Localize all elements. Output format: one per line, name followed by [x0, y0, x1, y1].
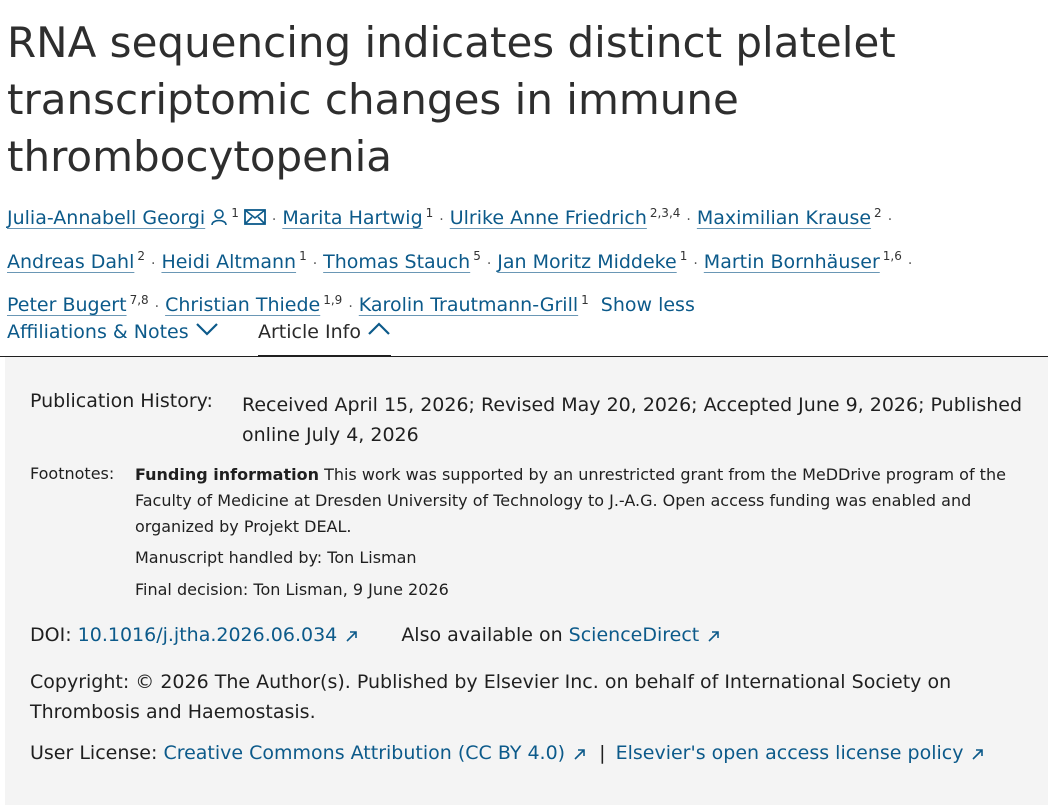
- author-item: [697, 207, 882, 229]
- author-link[interactable]: Peter Bugert: [7, 293, 127, 316]
- separator: ·: [686, 212, 691, 229]
- cc-by-license-label: Creative Commons Attribution (CC BY 4.0): [163, 742, 566, 764]
- author-item: [450, 207, 681, 229]
- author-affiliation-number: 1: [581, 292, 589, 307]
- publication-history-value: Received April 15, 2026; Revised May 20, 2026; Accepted June 9, 2026; Published online July 4, 2026: [242, 394, 1023, 446]
- doi-link[interactable]: [78, 624, 360, 646]
- author-affiliation-number: 1,6: [882, 249, 902, 264]
- open-access-policy-label: Elsevier's open access license policy: [615, 742, 964, 764]
- doi-row: [30, 624, 721, 648]
- author-link[interactable]: Heidi Altmann: [161, 250, 297, 273]
- doi-label: DOI:: [30, 624, 72, 646]
- user-license-label: User License:: [30, 742, 158, 764]
- separator: ·: [348, 298, 353, 315]
- external-link-icon: [345, 626, 359, 648]
- author-list: [0, 185, 1042, 325]
- funding-text: This work was supported by an unrestricted grant from the MeDDrive program of the Faculty of Medicine at Dresden University of Technology to J.-A.G. Open access funding was enabled and organized by Projekt DEAL.: [135, 465, 1006, 536]
- sciencedirect-link[interactable]: [569, 624, 722, 646]
- author-item: [497, 251, 687, 273]
- separator: ·: [271, 212, 277, 229]
- sciencedirect-label: ScienceDirect: [568, 624, 700, 646]
- author-affiliation-number: 1: [299, 249, 307, 264]
- footnotes-label: Footnotes:: [30, 464, 115, 483]
- chevron-down-icon: [195, 319, 219, 341]
- author-affiliation-number: 7,8: [129, 292, 149, 307]
- license-separator: |: [599, 742, 606, 764]
- external-link-icon: [971, 744, 985, 766]
- separator: ·: [693, 255, 698, 272]
- author-link[interactable]: Ulrike Anne Friedrich: [449, 207, 647, 230]
- manuscript-handled-by: Manuscript handled by: Ton Lisman: [135, 548, 417, 567]
- author-link[interactable]: Julia-Annabell Georgi: [7, 207, 206, 230]
- user-license-row: [30, 742, 985, 766]
- external-link-icon: [573, 744, 587, 766]
- tab-article-info[interactable]: [258, 319, 391, 358]
- author-link[interactable]: Karolin Trautmann-Grill: [358, 293, 579, 316]
- separator: ·: [907, 255, 913, 272]
- doi-value: 10.1016/j.jtha.2026.06.034: [77, 624, 338, 646]
- show-less-button[interactable]: Show less: [600, 293, 695, 316]
- author-link[interactable]: Andreas Dahl: [7, 250, 135, 273]
- publication-history-label: Publication History:: [30, 390, 213, 412]
- open-access-policy-link[interactable]: [616, 742, 986, 764]
- separator: ·: [887, 212, 893, 229]
- author-affiliation-number: 1: [679, 249, 688, 264]
- also-available-label: Also available on: [401, 624, 563, 646]
- article-tabs: [0, 313, 1048, 357]
- author-item: [161, 251, 306, 273]
- copyright-text: Copyright: © 2026 The Author(s). Published by Elsevier Inc. on behalf of International Society on Thrombosis and Haemostasis.: [30, 671, 952, 723]
- person-icon[interactable]: [210, 202, 228, 238]
- author-item: [323, 251, 481, 273]
- article-title: RNA sequencing indicates distinct platelet transcriptomic changes in immune thrombocytopenia: [7, 18, 896, 181]
- author-link[interactable]: Thomas Stauch: [323, 250, 471, 273]
- author-affiliation-number: 2: [137, 249, 145, 264]
- envelope-icon[interactable]: [244, 202, 266, 238]
- author-affiliation-number: 1,9: [323, 292, 343, 307]
- separator: ·: [151, 255, 156, 272]
- cc-by-license-link[interactable]: [163, 742, 587, 764]
- author-link[interactable]: Jan Moritz Middeke: [497, 250, 677, 273]
- article-info-panel: [5, 357, 1048, 805]
- author-item: [7, 207, 266, 229]
- author-link[interactable]: Maximilian Krause: [696, 207, 872, 230]
- separator: ·: [154, 298, 160, 315]
- author-item: [282, 207, 433, 229]
- author-affiliation-number: 2,3,4: [649, 206, 681, 220]
- funding-information: [135, 462, 1045, 540]
- separator: ·: [486, 255, 492, 272]
- chevron-up-icon: [367, 319, 391, 341]
- author-affiliation-number: 5: [473, 249, 481, 264]
- author-item: [7, 251, 145, 273]
- author-affiliation-number: 1: [231, 206, 239, 220]
- author-link[interactable]: Martin Bornhäuser: [703, 250, 880, 273]
- final-decision: Final decision: Ton Lisman, 9 June 2026: [135, 580, 449, 599]
- author-affiliation-number: 1: [425, 206, 434, 220]
- separator: ·: [312, 255, 318, 272]
- external-link-icon: [707, 626, 721, 648]
- funding-title: Funding information: [135, 465, 319, 484]
- tab-affiliations-notes[interactable]: [7, 319, 219, 343]
- tab-article-info-label: Article Info: [258, 321, 361, 343]
- separator: ·: [439, 212, 444, 229]
- author-link[interactable]: Marita Hartwig: [282, 207, 423, 230]
- author-item: [704, 251, 902, 273]
- author-link[interactable]: Christian Thiede: [165, 293, 321, 316]
- author-affiliation-number: 2: [874, 206, 882, 220]
- tab-affiliations-label: Affiliations & Notes: [7, 321, 189, 343]
